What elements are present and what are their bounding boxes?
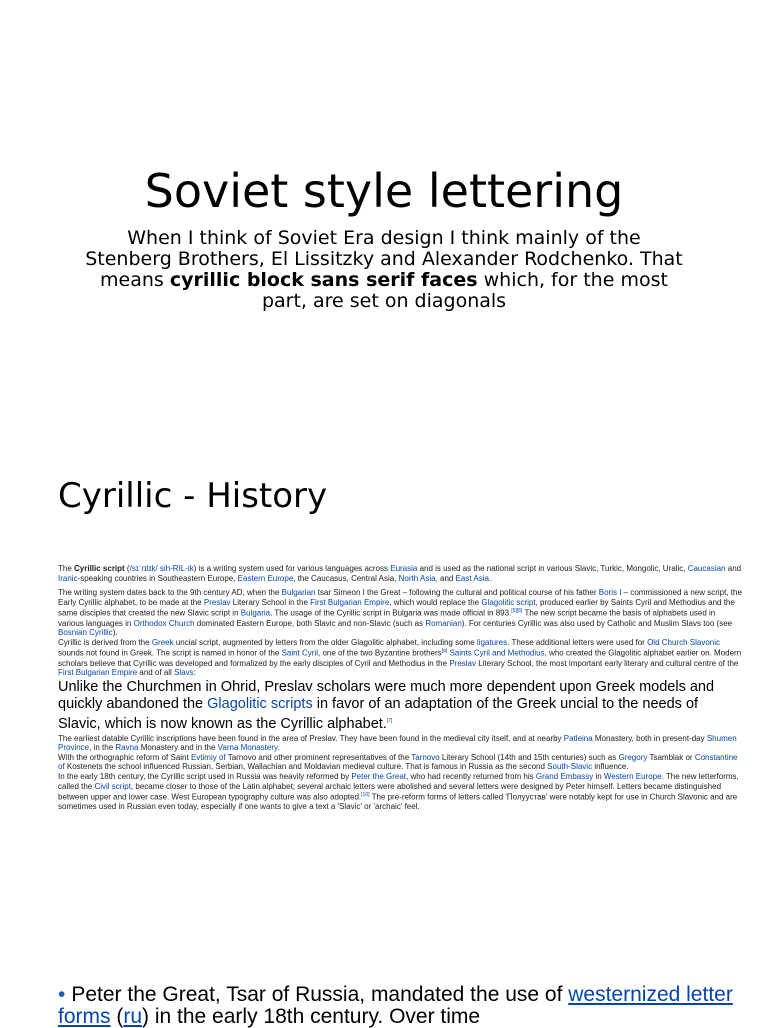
- text: in: [593, 772, 604, 782]
- text: ). For centuries Cyrillic was also used by Catholic and Muslim Slavs too (see: [461, 618, 733, 628]
- link-south-slavic[interactable]: South-Slavic: [547, 762, 593, 772]
- link-boris-i[interactable]: Boris I: [598, 588, 622, 598]
- link-westernized-letter-forms[interactable]: westernized letter forms: [58, 983, 733, 1028]
- link-bulgarian[interactable]: Bulgarian: [281, 588, 316, 598]
- link-evtimiy[interactable]: Evtimiy of: [190, 752, 226, 762]
- text: ).: [112, 628, 118, 638]
- text: . These additional letters were used for: [507, 637, 648, 647]
- link-saints-cyril-and-methodius[interactable]: Saints Cyril and Methodius: [449, 649, 545, 659]
- link-greek[interactable]: Greek: [151, 637, 174, 647]
- reference-mark[interactable]: [5][6]: [511, 608, 523, 615]
- reference-mark[interactable]: [a]: [441, 648, 448, 655]
- text: The earliest datable Cyrillic inscriptions have been found in the area of Preslav. They have been found in the medieval city itself, and at nearby: [58, 733, 564, 743]
- text: , produced earlier by Saints Cyril and Methodius and the same disciples that created the new Slavic script in: [58, 597, 735, 619]
- text: , who created the Glagolitic alphabet earlier on. Modern scholars believe that Cyrillic was developed and formalized by the early disciples of Cyril and Methodius in the: [58, 649, 742, 668]
- text: Literary School (14th and 15th centuries) such as: [439, 752, 619, 762]
- term-bold: Cyrillic script: [74, 564, 125, 573]
- link-constantine[interactable]: Constantine of: [58, 752, 738, 772]
- link-glagolitic-script[interactable]: Glagolitic script: [481, 597, 536, 607]
- link-grand-embassy[interactable]: Grand Embassy: [535, 772, 594, 782]
- text: Unlike the Churchmen in Ohrid, Preslav scholars were much more dependent upon Greek models and quickly abandoned the: [58, 678, 715, 712]
- text: The: [58, 564, 75, 573]
- text: and is used as the national script in various Slavic, Turkic, Mongolic, Uralic,: [417, 564, 688, 573]
- link-east-asia[interactable]: East Asia: [455, 573, 489, 583]
- text: The writing system dates back to the 9th century AD, when the: [58, 588, 282, 598]
- text: and: [725, 564, 742, 573]
- link-slavs[interactable]: Slavs: [174, 668, 194, 678]
- text: .: [277, 743, 280, 753]
- reference-mark[interactable]: [7]: [386, 717, 393, 724]
- section-title: Cyrillic - History: [58, 476, 328, 516]
- text: .: [488, 573, 492, 583]
- link-romanian[interactable]: Romanian: [425, 618, 462, 628]
- reference-mark[interactable]: [10]: [361, 792, 370, 799]
- text: :: [193, 668, 196, 678]
- subtitle-bold: cyrillic block sans serif faces: [169, 269, 478, 291]
- text: Peter the Great, Tsar of Russia, mandated the use of: [71, 983, 569, 1006]
- text: In the early 18th century, the Cyrillic script used in Russia was heavily reformed by: [58, 772, 352, 782]
- bullet-icon: •: [58, 983, 66, 1006]
- link-caucasian[interactable]: Caucasian: [687, 564, 726, 573]
- text: Monastery, both in present-day: [592, 733, 707, 743]
- text: The new script became the basis of alphabets used in various languages in: [58, 609, 716, 628]
- link-bulgaria[interactable]: Bulgaria: [240, 609, 271, 619]
- text: (: [110, 1005, 124, 1028]
- paragraph-reform: [58, 753, 742, 772]
- text: and of all: [137, 668, 175, 678]
- link-ligatures[interactable]: ligatures: [476, 637, 508, 647]
- text: – commissioned a new script, the Early Cyrillic alphabet, to be made at the: [58, 588, 742, 607]
- bullet-item: [58, 984, 758, 1028]
- text: , became closer to those of the Latin alphabet; several archaic letters were abolished and several letters were designed by Peter himself. Letters became distinguished between upper and lower case. West European typography culture was also adopted.: [58, 781, 722, 802]
- text: Monastery and in the: [138, 743, 218, 753]
- link-tarnovo[interactable]: Tarnovo: [411, 752, 440, 762]
- link-bosnian-cyrillic[interactable]: Bosnian Cyrillic: [58, 628, 113, 638]
- paragraph-inscriptions: [58, 734, 742, 753]
- text: ) in the early 18th century. Over time: [142, 1005, 481, 1028]
- text: Cyrillic is derived from the: [58, 637, 152, 647]
- text: Tsamblak or: [647, 752, 695, 762]
- link-ravna[interactable]: Ravna: [115, 743, 139, 753]
- subtitle-text: When I think of Soviet Era design I think mainly of the Stenberg Brothers, El Lissitzky and Alexander Rodchenko. That means: [85, 227, 683, 291]
- text: dominated Eastern Europe, both Slavic and non-Slavic (such as: [194, 618, 426, 628]
- text: With the orthographic reform of Saint: [58, 752, 191, 762]
- text: , which would replace the: [389, 597, 482, 607]
- text: sounds not found in Greek. The script is named in honor of the: [58, 649, 282, 659]
- paragraph-origins: [58, 588, 742, 638]
- text: -speaking countries in Southeastern Europe,: [77, 573, 238, 583]
- text: tsar Simeon I the Great – following the cultural and political course of his father: [315, 588, 599, 598]
- paragraph-intro: [58, 564, 742, 583]
- link-iranic[interactable]: Iranic: [58, 573, 78, 583]
- wiki-excerpt: [58, 564, 742, 812]
- text: Literary School, the most important early literary and cultural centre of the: [476, 658, 739, 668]
- paragraph-derivation: [58, 638, 742, 678]
- link-saint-cyril[interactable]: Saint Cyril: [281, 649, 318, 659]
- link-glagolitic-scripts[interactable]: Glagolitic scripts: [207, 695, 313, 712]
- link-patleina[interactable]: Patleina: [563, 733, 593, 743]
- subtitle-text-end: which, for the most part, are set on diagonals: [261, 269, 668, 312]
- slide-title: Soviet style lettering: [144, 164, 624, 218]
- link-first-bulgarian-empire-2[interactable]: First Bulgarian Empire: [58, 668, 138, 678]
- text: influence.: [592, 762, 629, 772]
- link-first-bulgarian-empire[interactable]: First Bulgarian Empire: [310, 597, 390, 607]
- link-ru[interactable]: ru: [123, 1005, 143, 1028]
- link-preslav[interactable]: Preslav: [203, 597, 231, 607]
- link-civil-script[interactable]: Civil script: [94, 781, 131, 791]
- link-eastern-europe[interactable]: Eastern Europe: [237, 573, 294, 583]
- link-varna-monastery[interactable]: Varna Monastery: [217, 743, 278, 753]
- text: Tarnovo and other prominent representatives of the: [225, 752, 412, 762]
- text: , and: [435, 573, 456, 583]
- text: (: [124, 564, 130, 573]
- text: , one of the two Byzantine brothers: [318, 649, 442, 659]
- text: , who had recently returned from his: [406, 772, 536, 782]
- link-gregory[interactable]: Gregory: [618, 752, 648, 762]
- text: uncial script, augmented by letters from the older Glagolitic alphabet, including some: [173, 637, 477, 647]
- link-preslav-school[interactable]: Preslav: [449, 658, 476, 668]
- text: in favor of an adaptation of the Greek uncial to the needs of Slavic, which is now known as the Cyrillic alphabet.: [58, 695, 699, 732]
- slide-subtitle: [84, 228, 684, 312]
- text: Literary School in the: [230, 597, 311, 607]
- paragraph-peter: [58, 772, 742, 812]
- link-old-church-slavonic[interactable]: Old Church Slavonic: [647, 637, 720, 647]
- text: ) is a writing system used for various languages across: [193, 564, 391, 573]
- link-western-europe[interactable]: Western Europe: [603, 772, 662, 782]
- link-orthodox-church[interactable]: Orthodox Church: [133, 618, 195, 628]
- link-eurasia[interactable]: Eurasia: [390, 564, 418, 573]
- link-peter-the-great[interactable]: Peter the Great: [351, 772, 407, 782]
- pronunciation-link[interactable]: /sɪˈrɪlɪk/ sih-RIL-ik: [129, 564, 194, 573]
- text: , in the: [89, 743, 116, 753]
- link-shumen-province[interactable]: Shumen Province: [58, 733, 737, 753]
- text: The pre-reform forms of letters called 'Полуустав' were notably kept for use in Church Slavonic and are sometimes used in Russian even today, especially if one wants to give a text a 'Slavic' or 'archaic' feel.: [58, 792, 738, 812]
- text: . The new letterforms, called the: [58, 772, 739, 791]
- text: , the Caucasus, Central Asia,: [293, 573, 399, 583]
- quote-block: [58, 679, 742, 733]
- text: Kostenets the school influenced Russian, Serbian, Wallachian and Moldavian medieval culture. That is famous in Russia as the second: [64, 762, 548, 772]
- link-north-asia[interactable]: North Asia: [398, 573, 436, 583]
- text: . The usage of the Cyrillic script in Bulgaria was made official in 893.: [270, 609, 512, 619]
